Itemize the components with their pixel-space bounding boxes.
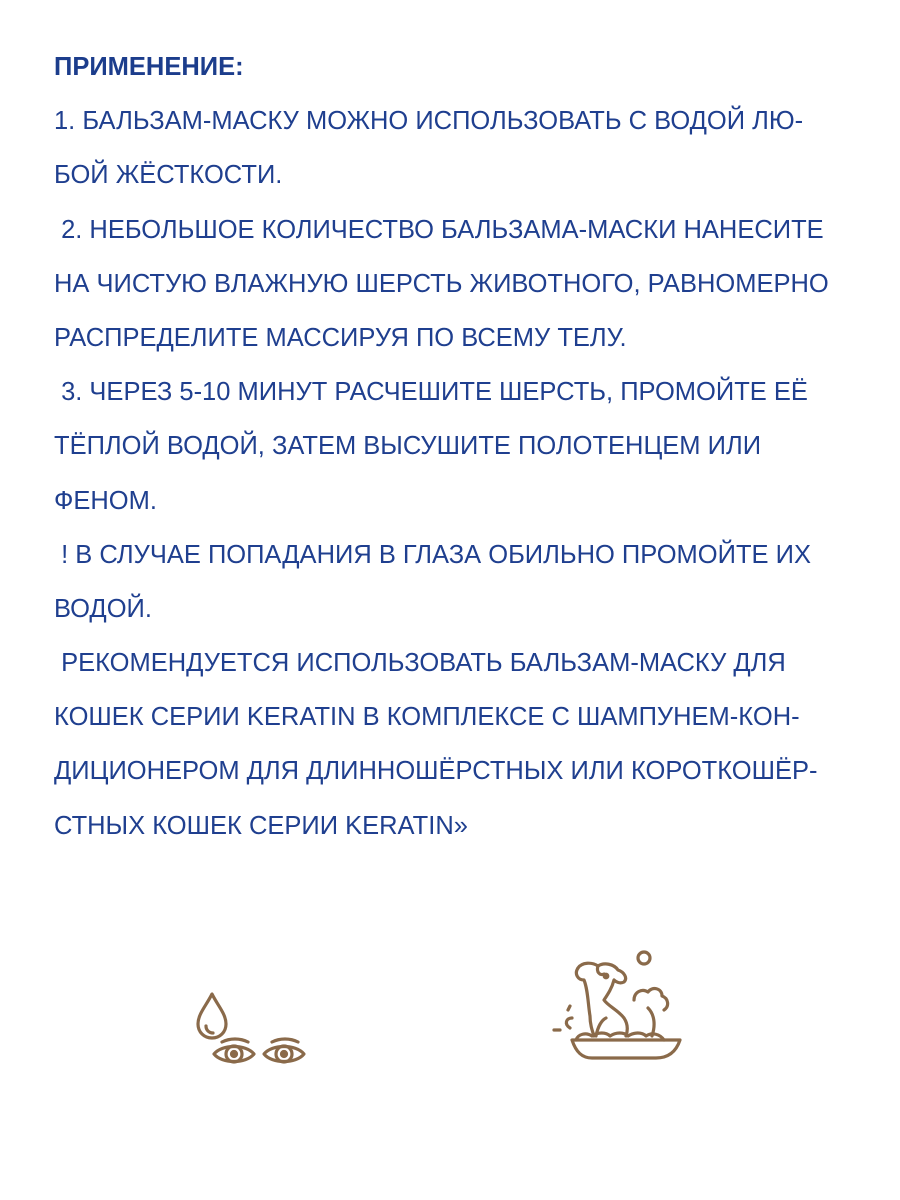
pet-bath-icon — [548, 948, 698, 1068]
instruction-line: НА ЧИСТУЮ ВЛАЖНУЮ ШЕРСТЬ ЖИВОТНОГО, РАВНОМЕРНО — [54, 269, 829, 298]
instructions-heading: ПРИМЕНЕНИЕ: — [54, 53, 244, 81]
instruction-line: 3. ЧЕРЕЗ 5-10 МИНУТ РАСЧЕШИТЕ ШЕРСТЬ, ПРОМОЙТЕ ЕЁ — [54, 378, 808, 407]
instruction-line: 1. БАЛЬЗАМ-МАСКУ МОЖНО ИСПОЛЬЗОВАТЬ С ВОДОЙ ЛЮ- — [54, 107, 804, 136]
instruction-line: ДИЦИОНЕРОМ ДЛЯ ДЛИННОШЁРСТНЫХ ИЛИ КОРОТКОШЁР- — [54, 757, 818, 786]
instruction-line: БОЙ ЖЁСТКОСТИ. — [54, 161, 283, 190]
instruction-line: РЕКОМЕНДУЕТСЯ ИСПОЛЬЗОВАТЬ БАЛЬЗАМ-МАСКУ ДЛЯ — [54, 649, 786, 678]
instructions-block — [54, 40, 894, 853]
instruction-line: ! В СЛУЧАЕ ПОПАДАНИЯ В ГЛАЗА ОБИЛЬНО ПРОМОЙТЕ ИХ — [54, 540, 811, 569]
instruction-line: 2. НЕБОЛЬШОЕ КОЛИЧЕСТВО БАЛЬЗАМА-МАСКИ НАНЕСИТЕ — [54, 215, 824, 244]
instruction-line: ВОДОЙ. — [54, 594, 152, 623]
instruction-line: ФЕНОМ. — [54, 486, 157, 515]
instruction-line: КОШЕК СЕРИИ KERATIN В КОМПЛЕКСЕ С ШАМПУНЕМ-КОН- — [54, 703, 800, 732]
instruction-line: СТНЫХ КОШЕК СЕРИИ KERATIN» — [54, 811, 468, 840]
instruction-line: РАСПРЕДЕЛИТЕ МАССИРУЯ ПО ВСЕМУ ТЕЛУ. — [54, 323, 627, 352]
eye-drop-icon — [188, 988, 318, 1078]
instruction-line: ТЁПЛОЙ ВОДОЙ, ЗАТЕМ ВЫСУШИТЕ ПОЛОТЕНЦЕМ ИЛИ — [54, 432, 762, 461]
